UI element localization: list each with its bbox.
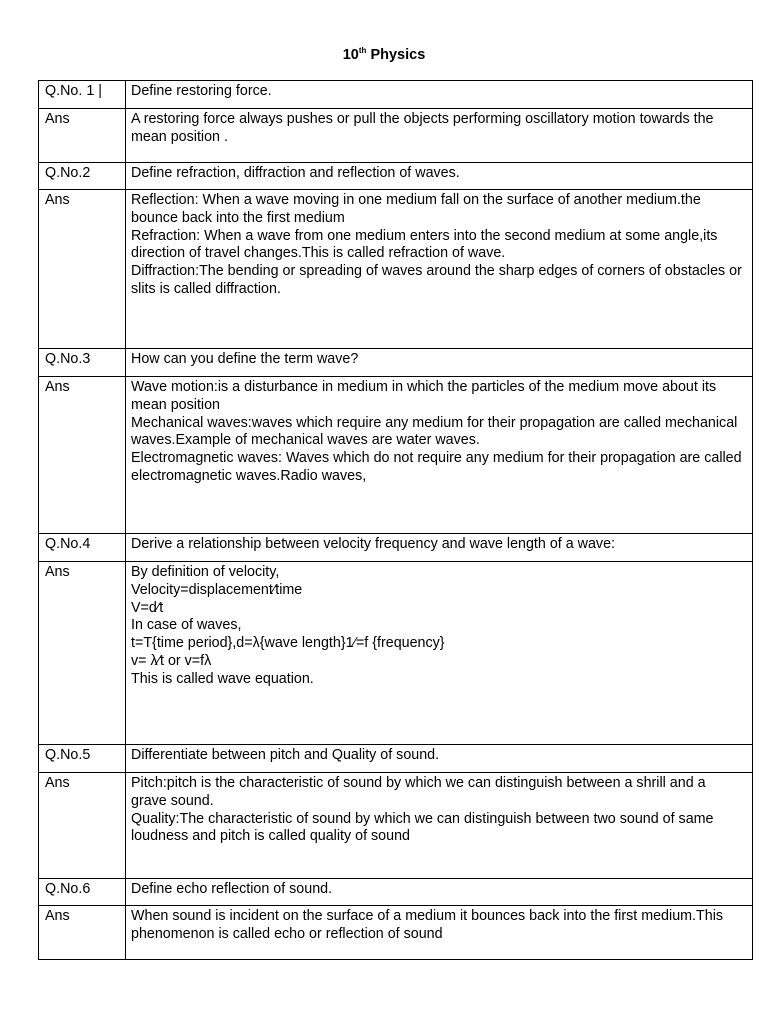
row-label-cell	[39, 109, 126, 163]
table-row	[39, 906, 753, 960]
row-content-cell	[126, 534, 753, 562]
row-content-cell	[126, 745, 753, 773]
row-content-cell	[126, 906, 753, 960]
row-label-cell	[39, 773, 126, 879]
table-row	[39, 81, 753, 109]
question-text: Define restoring force.	[131, 83, 272, 99]
answer-text: Reflection: When a wave moving in one medium fall on the surface of another medium.the bounce back into the first medium	[131, 192, 701, 226]
row-content-cell	[126, 190, 753, 349]
row-label: Ans	[45, 908, 70, 924]
row-label: Q.No.2	[45, 165, 91, 181]
answer-text: In case of waves,	[131, 617, 242, 634]
row-label: Q.No.4	[45, 536, 91, 552]
table-row	[39, 773, 753, 879]
row-content-cell	[126, 377, 753, 534]
answer-text: Electromagnetic waves: Waves which do not require any medium for their propagation are called electromagnetic waves.Radio waves,	[131, 450, 742, 484]
row-label: Q.No. 1 |	[45, 83, 102, 99]
question-text: How can you define the term wave?	[131, 351, 359, 367]
question-text: Define refraction, diffraction and reflection of waves.	[131, 165, 460, 181]
answer-text: Pitch:pitch is the characteristic of sound by which we can distinguish between a shrill and a grave sound.	[131, 775, 706, 809]
answer-text: Diffraction:The bending or spreading of waves around the sharp edges of corners of obstacles or slits is called diffraction.	[131, 263, 742, 297]
answer-text: Refraction: When a wave from one medium enters into the second medium at some angle,its direction of travel changes.This is called refraction of wave.	[131, 227, 718, 262]
row-label-cell	[39, 562, 126, 745]
row-label-cell	[39, 163, 126, 190]
row-label: Ans	[45, 111, 70, 127]
answer-text: By definition of velocity,	[131, 564, 280, 580]
answer-text: When sound is incident on the surface of a medium it bounces back into the first medium.This phenomenon is called echo or reflection of sound	[131, 908, 724, 942]
table-row	[39, 562, 753, 745]
answer-text: Quality:The characteristic of sound by which we can distinguish between two sound of same loudness and pitch is called quality of sound	[131, 810, 714, 845]
table-row	[39, 163, 753, 190]
row-label-cell	[39, 81, 126, 109]
table-row	[39, 349, 753, 377]
row-label-cell	[39, 534, 126, 562]
table-row	[39, 534, 753, 562]
row-label: Q.No.5	[45, 747, 91, 763]
answer-text: This is called wave equation.	[131, 670, 314, 687]
row-label-cell	[39, 906, 126, 960]
answer-text: Velocity=displacement∕time	[131, 581, 303, 598]
row-label-cell	[39, 190, 126, 349]
row-label: Ans	[45, 564, 70, 580]
row-label-cell	[39, 349, 126, 377]
row-label-cell	[39, 745, 126, 773]
row-label: Ans	[45, 379, 70, 395]
row-content-cell	[126, 349, 753, 377]
row-content-cell	[126, 562, 753, 745]
row-label: Ans	[45, 775, 70, 791]
row-label: Ans	[45, 192, 70, 208]
page-title	[0, 47, 768, 63]
table-row	[39, 745, 753, 773]
table-row	[39, 377, 753, 534]
question-text: Differentiate between pitch and Quality of sound.	[131, 747, 440, 763]
row-content-cell	[126, 773, 753, 879]
answer-text: Wave motion:is a disturbance in medium in which the particles of the medium move about its mean position	[131, 379, 717, 413]
answer-text: v= λ∕t or v=fλ	[131, 652, 212, 669]
row-label-cell	[39, 879, 126, 906]
answer-text: A restoring force always pushes or pull the objects performing oscillatory motion towards the mean position .	[131, 111, 714, 145]
title-superscript: th	[358, 46, 367, 55]
row-content-cell	[126, 163, 753, 190]
table-row	[39, 109, 753, 163]
row-label: Q.No.6	[45, 881, 91, 897]
answer-text: V=d∕t	[131, 599, 164, 616]
answer-text: Mechanical waves:waves which require any medium for their propagation are called mechanical waves.Example of mechanical waves are water waves.	[131, 414, 738, 449]
row-label: Q.No.3	[45, 351, 91, 367]
row-content-cell	[126, 81, 753, 109]
question-text: Define echo reflection of sound.	[131, 881, 333, 897]
question-text: Derive a relationship between velocity frequency and wave length of a wave:	[131, 536, 615, 552]
title-number: 10	[342, 47, 359, 63]
row-content-cell	[126, 109, 753, 163]
table-row	[39, 879, 753, 906]
row-content-cell	[126, 879, 753, 906]
answer-text: t=T{time period},d=λ{wave length}1∕=f {frequency}	[131, 635, 445, 652]
qa-table	[38, 80, 753, 960]
title-subject: Physics	[366, 47, 426, 63]
table-row	[39, 190, 753, 349]
row-label-cell	[39, 377, 126, 534]
